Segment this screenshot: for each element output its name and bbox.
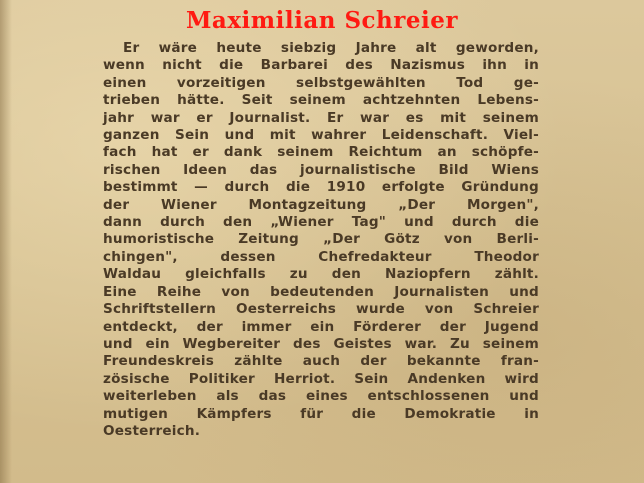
article-line: jahr war er Journalist. Er war es mit seinem bbox=[103, 109, 539, 126]
article-line: mutigen Kämpfers für die Demokratie in bbox=[103, 405, 539, 422]
article-line: einen vorzeitigen selbstgewählten Tod ge- bbox=[103, 74, 539, 91]
article-line: zösische Politiker Herriot. Sein Andenken wird bbox=[103, 370, 539, 387]
article-line: dann durch den „Wiener Tag" und durch die bbox=[103, 214, 539, 231]
article-body bbox=[103, 40, 539, 440]
paper-edge-shadow bbox=[0, 0, 12, 483]
article-line: chingen", dessen Chefredakteur Theodor bbox=[103, 248, 539, 265]
article-line: weiterleben als das eines entschlossenen und bbox=[103, 388, 539, 405]
article-line: humoristische Zeitung „Der Götz von Berli- bbox=[103, 231, 539, 248]
article-headline: Maximilian Schreier bbox=[185, 7, 459, 34]
article-line: rischen Ideen das journalistische Bild Wiens bbox=[103, 161, 539, 178]
article-line: der Wiener Montagzeitung „Der Morgen", bbox=[103, 196, 539, 213]
article-line: entdeckt, der immer ein Förderer der Jugend bbox=[103, 318, 539, 335]
article-line: Waldau gleichfalls zu den Naziopfern zählt. bbox=[103, 266, 539, 283]
article-line: Oesterreich. bbox=[103, 422, 201, 439]
article-line: ganzen Sein und mit wahrer Leidenschaft. Viel- bbox=[103, 127, 539, 144]
article-line: Schriftstellern Oesterreichs wurde von Schreier bbox=[103, 301, 539, 318]
article-line: fach hat er dank seinem Reichtum an schöpfe- bbox=[103, 144, 539, 161]
article-line: wenn nicht die Barbarei des Nazismus ihn in bbox=[103, 57, 539, 74]
article-line: Freundeskreis zählte auch der bekannte fran- bbox=[103, 353, 539, 370]
article-line: und ein Wegbereiter des Geistes war. Zu seinem bbox=[103, 335, 539, 352]
article-line: trieben hätte. Seit seinem achtzehnten Lebens- bbox=[103, 92, 539, 109]
article-line: Eine Reihe von bedeutenden Journalisten und bbox=[103, 283, 539, 300]
article-line: Er wäre heute siebzig Jahre alt geworden, bbox=[123, 40, 539, 56]
article-line: bestimmt — durch die 1910 erfolgte Gründung bbox=[103, 179, 539, 196]
